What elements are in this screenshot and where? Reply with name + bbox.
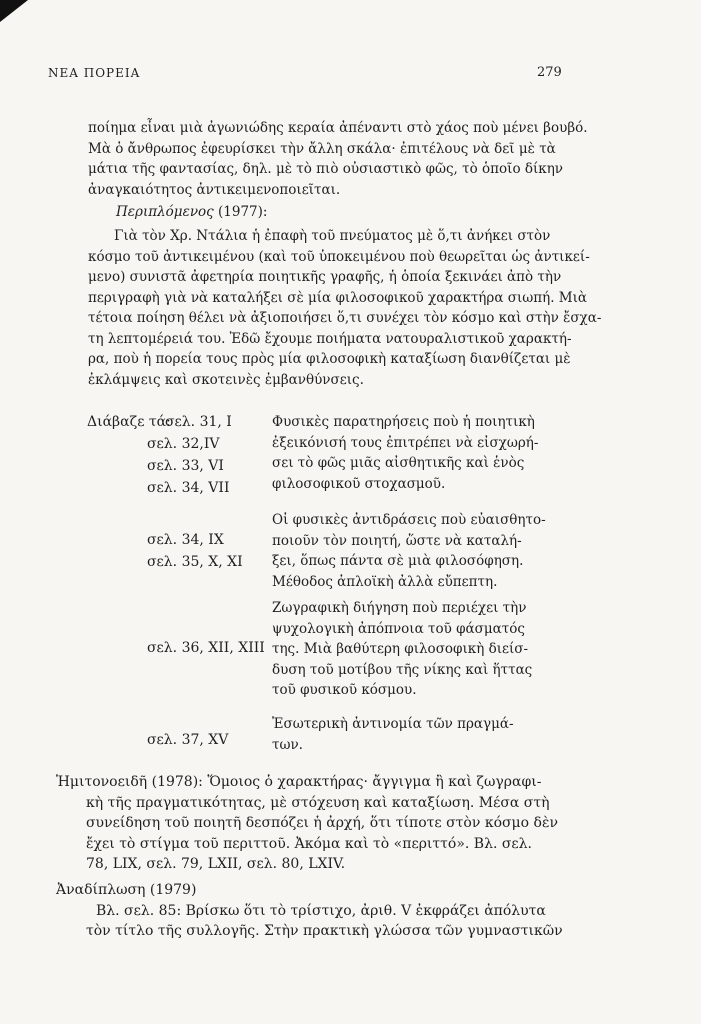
text-line: Γιὰ τὸν Χρ. Ντάλια ἡ ἐπαφὴ τοῦ πνεύματος μὲ ὅ,τι ἀνήκει στὸν — [114, 228, 551, 244]
text-line: περιγραφὴ γιὰ νὰ καταλήξει σὲ μία φιλοσοφικοῦ χαρακτήρα σιωπή. Μιὰ — [88, 289, 588, 306]
text-line: της. Μιὰ βαθύτερη φιλοσοφικὴ διείσ- — [272, 641, 529, 657]
text-line: ποίημα εἶναι μιὰ ἀγωνιώδης κεραία ἀπέναντι στὸ χάος ποὺ μένει βουβό. — [88, 120, 588, 136]
text-line: τοῦ φυσικοῦ κόσμου. — [272, 682, 417, 698]
reference-item: σελ. 33, VI — [147, 458, 224, 474]
text-line: Ζωγραφικὴ διήγηση ποὺ περιέχει τὴν — [272, 600, 527, 616]
text-line: κὴ τῆς πραγματικότητας, μὲ στόχευση καὶ καταξίωση. Μέσα στὴ — [86, 794, 550, 811]
reference-description — [272, 510, 562, 592]
reference-item: σελ. 34, VII — [147, 480, 230, 496]
reference-item: σελ. 31, I — [165, 414, 232, 430]
entry-anadiplosi — [56, 880, 561, 942]
entry-hemitonoeide — [56, 772, 561, 875]
entry-title: Ἀναδίπλωση (1979) — [56, 882, 197, 898]
section-year: (1977): — [213, 204, 268, 220]
text-line: τὸν τίτλο τῆς συλλογῆς. Στὴν πρακτικὴ γλώσσα τῶν γυμναστικῶν — [86, 923, 563, 939]
text-line: ἔχει τὸ στίγμα τοῦ περιττοῦ. Ἀκόμα καὶ τὸ «περιττό». Βλ. σελ. — [86, 835, 532, 852]
text-line: τέτοια ποίηση θέλει νὰ ἀξιοποιήσει ὅ,τι συνέχει τὸν κόσμο καὶ στὴν ἔσχα- — [88, 310, 602, 326]
text-line: τη λεπτομέρειά του. Ἐδῶ ἔχουμε ποιήματα νατουραλιστικοῦ χαρακτή- — [88, 330, 572, 347]
text-line: ἐξεικόνισή τους ἐπιτρέπει νὰ εἰσχωρή- — [272, 434, 539, 451]
reference-description — [272, 598, 562, 701]
text-line: σει τὸ φῶς μιᾶς αἰσθητικῆς καὶ ἑνὸς — [272, 455, 525, 471]
text-line: ξει, ὅπως πάντα σὲ μιὰ φιλοσόφηση. — [272, 553, 524, 569]
text-line: Μὰ ὁ ἄνθρωπος ἐφευρίσκει τὴν ἄλλη σκάλα· ἐπιτέλους νὰ δεῖ μὲ τὰ — [88, 140, 556, 157]
text-line: Ἡμιτονοειδῆ (1978): Ὅμοιος ὁ χαρακτήρας· ἄγγιγμα ἢ καὶ ζωγραφι- — [56, 774, 542, 790]
reference-item: σελ. 37, XV — [147, 732, 229, 748]
text-line: δυση τοῦ μοτίβου τῆς νίκης καὶ ἥττας — [272, 661, 533, 678]
text-line: Μέθοδος ἁπλοϊκὴ ἀλλὰ εὔπεπτη. — [272, 573, 498, 590]
text-line: ἐκλάμψεις καὶ σκοτεινὲς ἐμβανθύνσεις. — [88, 371, 364, 388]
running-head: ΝΕΑ ΠΟΡΕΙΑ — [48, 66, 141, 80]
reference-description — [272, 714, 562, 755]
section-heading — [90, 202, 588, 223]
text-line: των. — [272, 736, 303, 753]
section-title: Περιπλόμενος — [116, 204, 214, 220]
reference-description — [272, 412, 562, 494]
text-line: φιλοσοφικοῦ στοχασμοῦ. — [272, 475, 446, 492]
text-line: ρα, ποὺ ἡ πορεία τους πρὸς μία φιλοσοφικὴ καταξίωση διανθίζεται μὲ — [88, 351, 571, 367]
text-line: ποιοῦν τὸν ποιητή, ὥστε νὰ καταλή- — [272, 532, 522, 549]
text-line: ἀναγκαιότητος ἀντικειμενοποιεῖται. — [88, 181, 341, 198]
text-line: Ἐσωτερικὴ ἀντινομία τῶν πραγμά- — [272, 716, 514, 732]
text-line: 78, LIX, σελ. 79, LXII, σελ. 80, LXIV. — [86, 856, 346, 872]
reference-item: σελ. 35, X, XI — [147, 554, 243, 570]
text-line: ψυχολογικὴ ἀπόπνοια τοῦ φάσματός — [272, 620, 525, 637]
main-paragraph — [88, 226, 602, 390]
reference-item: σελ. 34, IX — [147, 532, 224, 548]
text-line: μενο) συνιστᾶ ἀφετηρία ποιητικῆς γραφῆς, ἡ ὁποία ξεκινάει ἀπὸ τὴν — [88, 269, 562, 285]
page-corner-mark — [0, 0, 28, 22]
reference-item: σελ. 32,IV — [147, 436, 220, 452]
text-line: συνείδηση τοῦ ποιητῆ δεσπόζει ἡ ἀρχή, ὅτι τίποτε στὸν κόσμο δὲν — [86, 815, 558, 831]
text-line: Φυσικὲς παρατηρήσεις ποὺ ἡ ποιητικὴ — [272, 414, 535, 430]
text-line: Οἱ φυσικὲς ἀντιδράσεις ποὺ εὐαισθητο- — [272, 512, 546, 528]
reference-item: σελ. 36, XII, XIII — [147, 640, 265, 656]
text-line: κόσμο τοῦ ἀντικειμένου (καὶ τοῦ ὑποκειμένου ποὺ θεωρεῖται ὡς ἀντικεί- — [88, 248, 590, 265]
text-line: μάτια τῆς φαντασίας, δηλ. μὲ τὸ πιὸ οὐσιαστικὸ φῶς, τὸ ὁποῖο δίκην — [88, 161, 564, 177]
intro-paragraph — [88, 118, 588, 200]
page-number: 279 — [537, 65, 562, 80]
text-line: Βλ. σελ. 85: Βρίσκω ὅτι τὸ τρίστιχο, ἀριθ. V ἐκφράζει ἀπόλυτα — [96, 902, 546, 919]
reference-label: Διάβαζε τά: — [87, 414, 171, 430]
